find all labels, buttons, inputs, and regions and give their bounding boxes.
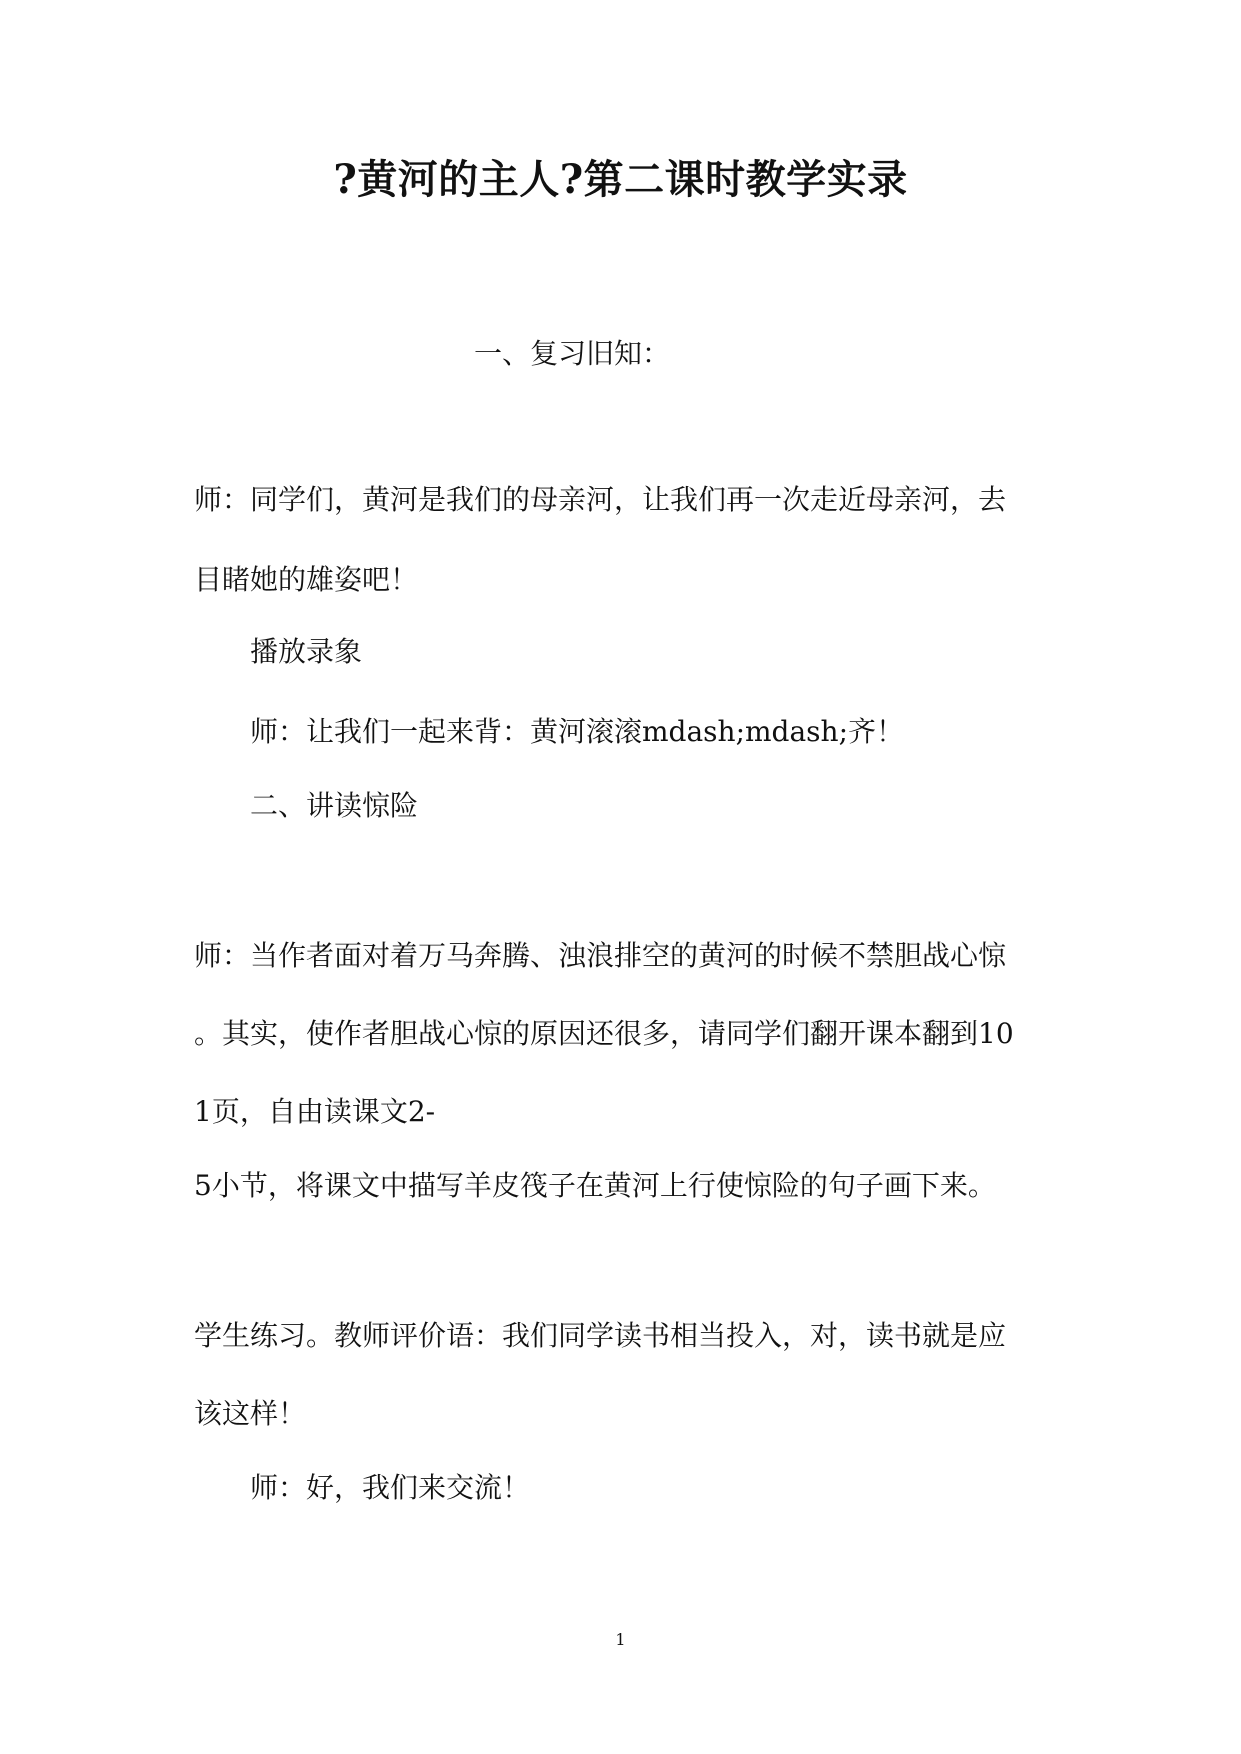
section-heading-reading: 二、讲读惊险 [250, 789, 419, 822]
paragraph-line: 师：当作者面对着万马奔腾、浊浪排空的黄河的时候不禁胆战心惊 [194, 939, 1007, 972]
paragraph-line: 。其实，使作者胆战心惊的原因还很多，请同学们翻开课本翻到10 [194, 1017, 1014, 1050]
paragraph-line: 播放录象 [250, 635, 363, 668]
paragraph-line: 目睹她的雄姿吧！ [194, 563, 419, 596]
paragraph-line: 5小节，将课文中描写羊皮筏子在黄河上行使惊险的句子画下来。 [194, 1169, 996, 1202]
paragraph-line: 师：让我们一起来背：黄河滚滚mdash;mdash;齐！ [250, 715, 905, 748]
paragraph-line: 师：好，我们来交流！ [250, 1471, 531, 1504]
paragraph-line: 该这样！ [194, 1397, 307, 1430]
page-number: 1 [615, 1630, 626, 1649]
paragraph-line: 师：同学们，黄河是我们的母亲河，让我们再一次走近母亲河，去 [194, 483, 1007, 516]
paragraph-line: 学生练习。教师评价语：我们同学读书相当投入，对，读书就是应 [194, 1319, 1007, 1352]
paragraph-line: 1页，自由读课文2- [194, 1095, 436, 1128]
section-heading-review: 一、复习旧知： [474, 337, 671, 370]
document-title: ?黄河的主人?第二课时教学实录 [333, 156, 908, 203]
